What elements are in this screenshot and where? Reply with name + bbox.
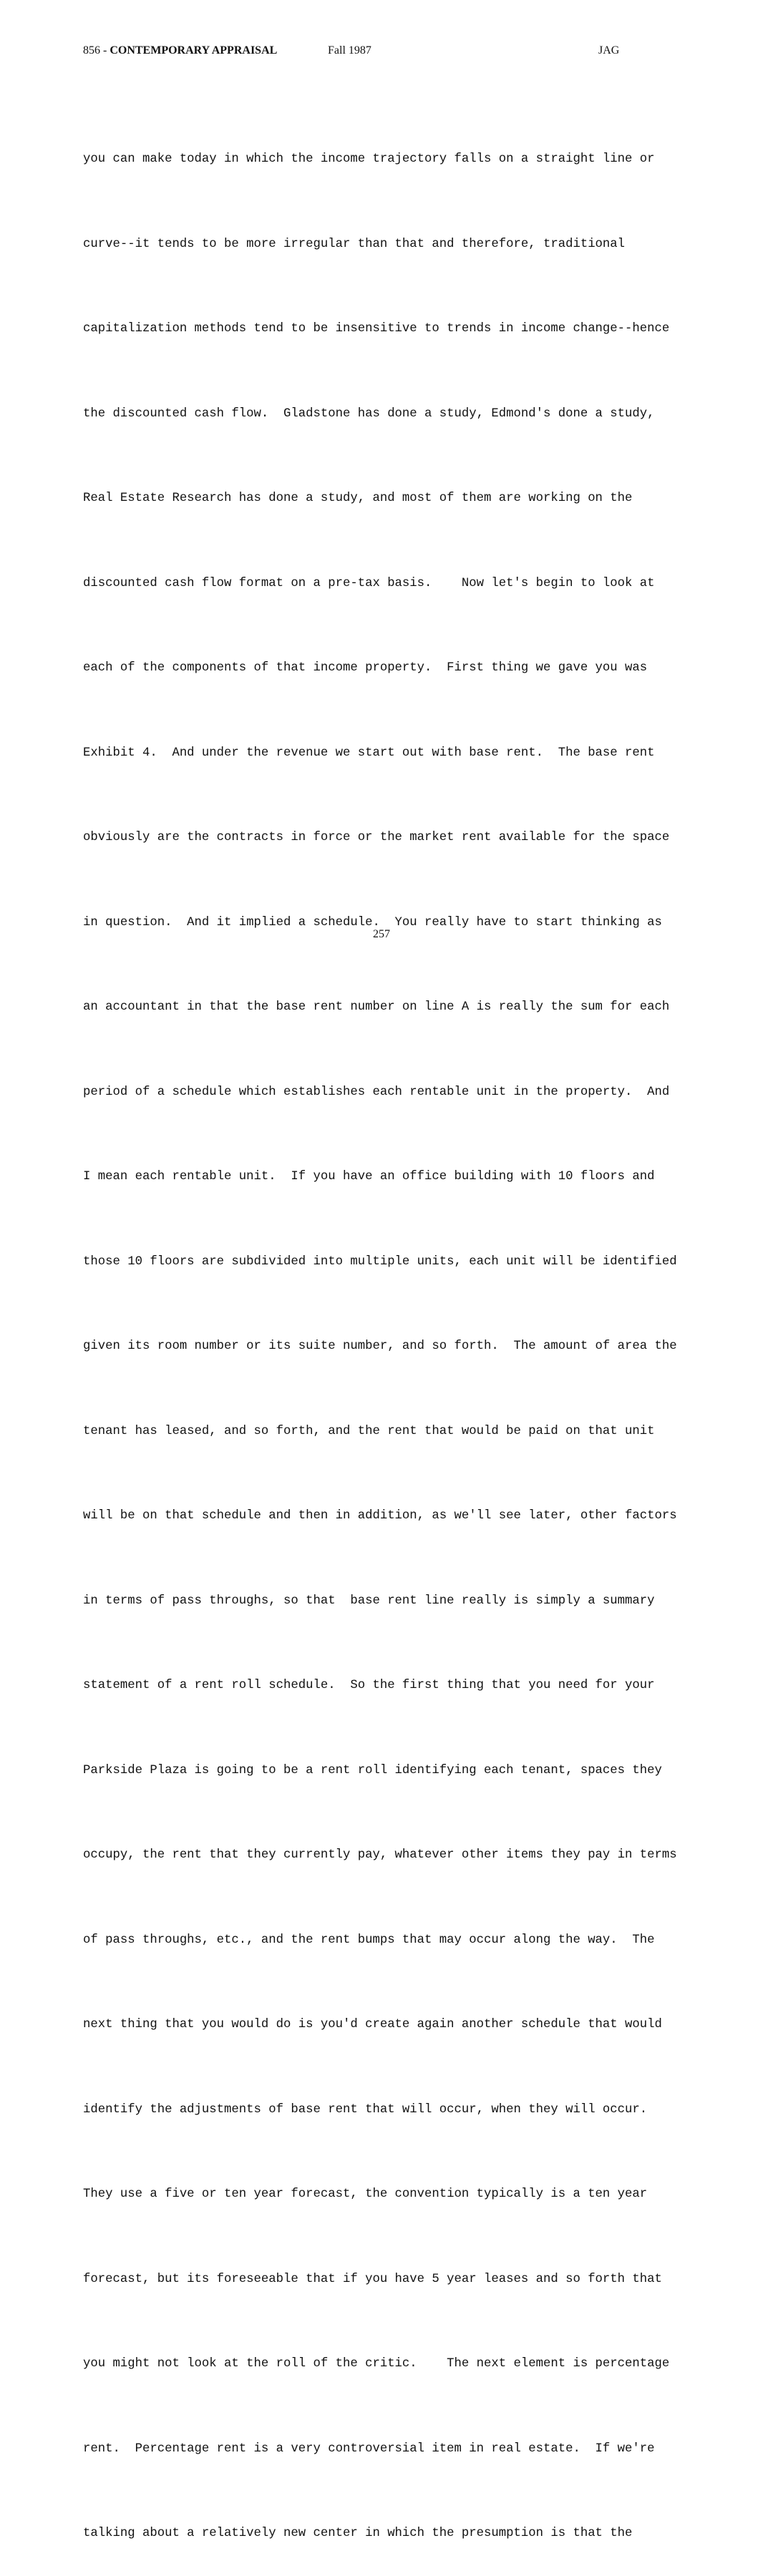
course-name: CONTEMPORARY APPRAISAL: [110, 44, 278, 57]
text-line: Real Estate Research has done a study, and most of them are working on the: [83, 492, 633, 505]
page-header: [83, 44, 627, 62]
text-line: tenant has leased, and so forth, and the rent that would be paid on that unit: [83, 1424, 655, 1438]
text-line: you might not look at the roll of the critic. The next element is percentage: [83, 2357, 670, 2371]
text-line: capitalization methods tend to be insensitive to trends in income change--hence: [83, 322, 670, 336]
text-line: each of the components of that income property. First thing we gave you was: [83, 661, 648, 675]
text-line: I mean each rentable unit. If you have an office building with 10 floors and: [83, 1170, 655, 1184]
text-line: They use a five or ten year forecast, the convention typically is a ten year: [83, 2187, 648, 2201]
text-line: in question. And it implied a schedule. You really have to start thinking as: [83, 915, 662, 930]
course-title: [83, 44, 277, 57]
text-line: identify the adjustments of base rent that will occur, when they will occur.: [83, 2102, 648, 2117]
text-line: obviously are the contracts in force or the market rent available for the space: [83, 831, 670, 844]
text-line: you can make today in which the income trajectory falls on a straight line or: [83, 152, 655, 166]
text-line: period of a schedule which establishes each rentable unit in the property. And: [83, 1085, 670, 1099]
text-line: the discounted cash flow. Gladstone has done a study, Edmond's done a study,: [83, 406, 655, 421]
text-line: next thing that you would do is you'd create again another schedule that would: [83, 2018, 662, 2031]
text-line: discounted cash flow format on a pre-tax basis. Now let's begin to look at: [83, 576, 655, 590]
text-line: of pass throughs, etc., and the rent bumps that may occur along the way. The: [83, 1933, 655, 1947]
text-line: will be on that schedule and then in addition, as we'll see later, other factors: [83, 1509, 677, 1523]
text-line: statement of a rent roll schedule. So the first thing that you need for your: [83, 1679, 655, 1692]
transcript-body: [83, 89, 699, 2576]
text-line: Parkside Plaza is going to be a rent roll identifying each tenant, spaces they: [83, 1763, 662, 1777]
text-line: talking about a relatively new center in which the presumption is that the: [83, 2527, 633, 2540]
text-line: in terms of pass throughs, so that base rent line really is simply a summary: [83, 1594, 655, 1608]
page-number: 257: [373, 928, 390, 940]
author-initials: JAG: [598, 44, 620, 57]
text-line: curve--it tends to be more irregular than that and therefore, traditional: [83, 237, 626, 251]
text-line: Exhibit 4. And under the revenue we start out with base rent. The base rent: [83, 746, 655, 760]
term-label: Fall 1987: [328, 44, 371, 57]
text-line: forecast, but its foreseeable that if you have 5 year leases and so forth that: [83, 2272, 662, 2286]
text-line: occupy, the rent that they currently pay, whatever other items they pay in terms: [83, 1848, 677, 1862]
course-number: 856 -: [83, 44, 110, 57]
text-line: given its room number or its suite number, and so forth. The amount of area the: [83, 1340, 677, 1353]
text-line: those 10 floors are subdivided into multiple units, each unit will be identified: [83, 1254, 677, 1269]
text-line: rent. Percentage rent is a very controversial item in real estate. If we're: [83, 2441, 655, 2456]
text-line: an accountant in that the base rent number on line A is really the sum for each: [83, 1000, 670, 1014]
